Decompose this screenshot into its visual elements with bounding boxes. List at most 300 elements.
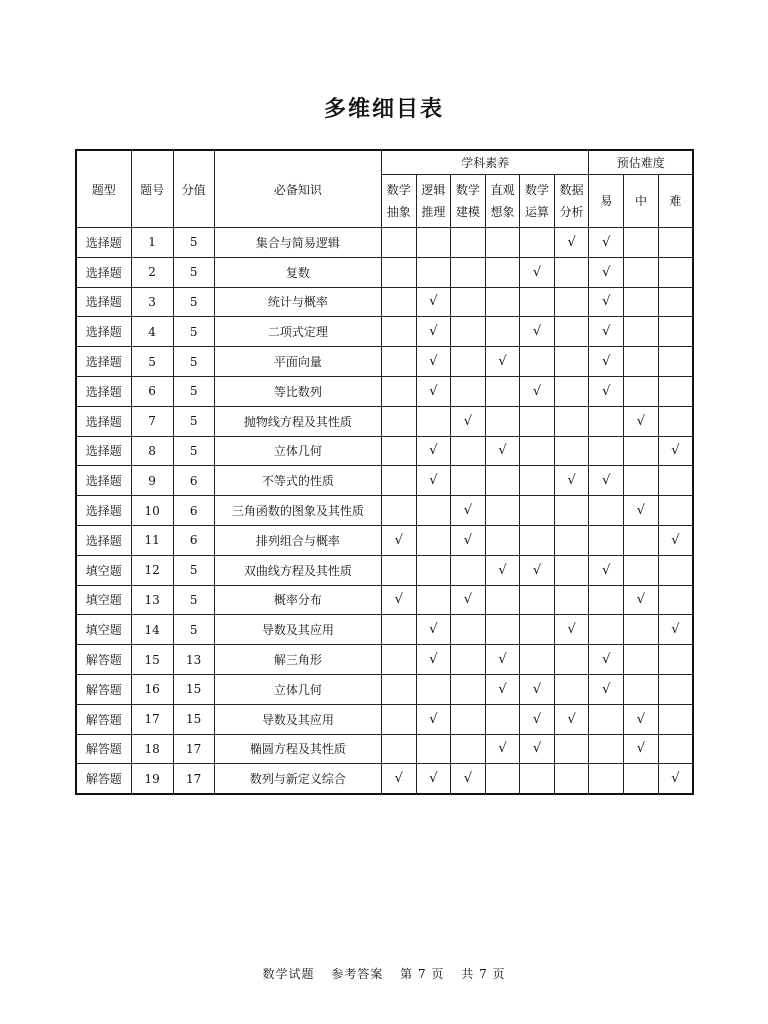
cell-literacy-2 xyxy=(451,525,486,555)
header-difficulty-1: 中 xyxy=(624,175,659,228)
cell-literacy-5 xyxy=(554,466,589,496)
check-mark: √ xyxy=(394,771,403,787)
cell-literacy-4 xyxy=(520,376,555,406)
cell-knowledge: 复数 xyxy=(214,257,381,287)
check-mark: √ xyxy=(567,234,576,250)
cell-type: 解答题 xyxy=(76,734,131,764)
table-row xyxy=(76,466,693,496)
table-row xyxy=(76,317,693,347)
cell-literacy-0 xyxy=(382,704,417,734)
cell-knowledge: 导数及其应用 xyxy=(214,704,381,734)
cell-literacy-0 xyxy=(382,496,417,526)
cell-literacy-5 xyxy=(554,347,589,377)
cell-difficulty-2 xyxy=(658,525,693,555)
page-title: 多维细目表 xyxy=(323,97,444,122)
header-literacy-3 xyxy=(485,175,520,228)
cell-number: 6 xyxy=(131,376,173,406)
cell-literacy-4 xyxy=(520,436,555,466)
check-mark: √ xyxy=(602,652,611,668)
cell-type: 解答题 xyxy=(76,674,131,704)
cell-score: 5 xyxy=(173,317,214,347)
cell-literacy-2 xyxy=(451,436,486,466)
cell-difficulty-0 xyxy=(589,436,624,466)
table-row xyxy=(76,674,693,704)
cell-literacy-2 xyxy=(451,674,486,704)
cell-literacy-1 xyxy=(416,645,451,675)
cell-score: 5 xyxy=(173,555,214,585)
table-row xyxy=(76,555,693,585)
check-mark: √ xyxy=(671,622,680,638)
cell-type: 选择题 xyxy=(76,228,131,258)
cell-score: 5 xyxy=(173,347,214,377)
check-mark: √ xyxy=(636,503,646,519)
cell-number: 13 xyxy=(131,585,173,615)
cell-literacy-3 xyxy=(485,287,520,317)
header-literacy-4 xyxy=(520,175,555,228)
cell-literacy-0 xyxy=(382,525,417,555)
cell-literacy-5 xyxy=(554,615,589,645)
cell-literacy-3 xyxy=(485,228,520,258)
header-difficulty-2: 难 xyxy=(658,175,693,228)
check-mark: √ xyxy=(567,622,576,638)
cell-literacy-0 xyxy=(382,347,417,377)
cell-score: 6 xyxy=(173,466,214,496)
cell-literacy-1 xyxy=(416,376,451,406)
cell-type: 选择题 xyxy=(76,287,131,317)
cell-literacy-2 xyxy=(451,257,486,287)
cell-difficulty-2 xyxy=(658,317,693,347)
header-literacy-2 xyxy=(451,175,486,228)
cell-literacy-5 xyxy=(554,764,589,794)
table-row xyxy=(76,496,693,526)
cell-literacy-3 xyxy=(485,615,520,645)
check-mark: √ xyxy=(463,592,473,608)
cell-difficulty-1 xyxy=(624,317,659,347)
cell-number: 10 xyxy=(131,496,173,526)
cell-difficulty-0 xyxy=(589,615,624,645)
cell-difficulty-0 xyxy=(589,347,624,377)
cell-difficulty-0 xyxy=(589,496,624,526)
check-mark: √ xyxy=(602,324,611,340)
check-mark: √ xyxy=(498,562,507,578)
cell-type: 选择题 xyxy=(76,257,131,287)
table-row xyxy=(76,615,693,645)
cell-score: 15 xyxy=(173,674,214,704)
cell-literacy-5 xyxy=(554,376,589,406)
page-footer xyxy=(0,965,768,982)
cell-difficulty-1 xyxy=(624,764,659,794)
cell-difficulty-2 xyxy=(658,704,693,734)
cell-literacy-3 xyxy=(485,704,520,734)
cell-difficulty-1 xyxy=(624,674,659,704)
header-literacy-5 xyxy=(554,175,589,228)
header-literacy-line: 数学 xyxy=(525,183,550,197)
cell-difficulty-2 xyxy=(658,555,693,585)
cell-difficulty-2 xyxy=(658,734,693,764)
check-mark: √ xyxy=(532,741,542,757)
cell-literacy-0 xyxy=(382,287,417,317)
cell-number: 8 xyxy=(131,436,173,466)
cell-literacy-1 xyxy=(416,764,451,794)
header-literacy-line: 数学 xyxy=(455,183,480,197)
cell-literacy-0 xyxy=(382,645,417,675)
cell-literacy-2 xyxy=(451,764,486,794)
check-mark: √ xyxy=(602,562,611,578)
cell-knowledge: 立体几何 xyxy=(214,436,381,466)
cell-difficulty-2 xyxy=(658,376,693,406)
cell-literacy-1 xyxy=(416,466,451,496)
check-mark: √ xyxy=(498,681,507,697)
check-mark: √ xyxy=(498,741,507,757)
cell-number: 5 xyxy=(131,347,173,377)
cell-difficulty-1 xyxy=(624,287,659,317)
cell-difficulty-2 xyxy=(658,674,693,704)
cell-literacy-4 xyxy=(520,317,555,347)
cell-difficulty-0 xyxy=(589,287,624,317)
cell-difficulty-2 xyxy=(658,436,693,466)
cell-difficulty-1 xyxy=(624,525,659,555)
cell-literacy-5 xyxy=(554,436,589,466)
cell-literacy-1 xyxy=(416,496,451,526)
cell-literacy-3 xyxy=(485,376,520,406)
header-difficulty-0: 易 xyxy=(589,175,624,228)
cell-literacy-4 xyxy=(520,347,555,377)
cell-type: 选择题 xyxy=(76,525,131,555)
cell-literacy-0 xyxy=(382,764,417,794)
cell-type: 选择题 xyxy=(76,376,131,406)
check-mark: √ xyxy=(671,532,680,548)
cell-literacy-4 xyxy=(520,525,555,555)
cell-difficulty-0 xyxy=(589,585,624,615)
cell-literacy-3 xyxy=(485,525,520,555)
check-mark: √ xyxy=(429,324,438,340)
check-mark: √ xyxy=(498,443,507,459)
cell-score: 5 xyxy=(173,615,214,645)
check-mark: √ xyxy=(602,294,611,310)
check-mark: √ xyxy=(463,532,473,548)
cell-number: 14 xyxy=(131,615,173,645)
cell-knowledge: 概率分布 xyxy=(214,585,381,615)
cell-type: 解答题 xyxy=(76,704,131,734)
cell-literacy-4 xyxy=(520,257,555,287)
header-difficulty-group: 预估难度 xyxy=(589,150,693,175)
check-mark: √ xyxy=(602,473,611,489)
table-row xyxy=(76,257,693,287)
check-mark: √ xyxy=(394,592,403,608)
check-mark: √ xyxy=(429,354,438,370)
cell-score: 5 xyxy=(173,406,214,436)
cell-literacy-4 xyxy=(520,228,555,258)
cell-knowledge: 抛物线方程及其性质 xyxy=(214,406,381,436)
check-mark: √ xyxy=(532,711,542,727)
cell-knowledge: 导数及其应用 xyxy=(214,615,381,645)
cell-number: 12 xyxy=(131,555,173,585)
specification-table xyxy=(75,149,694,795)
cell-literacy-1 xyxy=(416,555,451,585)
check-mark: √ xyxy=(602,681,611,697)
cell-literacy-2 xyxy=(451,466,486,496)
check-mark: √ xyxy=(567,473,576,489)
cell-difficulty-2 xyxy=(658,347,693,377)
header-literacy-1 xyxy=(416,175,451,228)
cell-literacy-4 xyxy=(520,496,555,526)
cell-literacy-5 xyxy=(554,704,589,734)
check-mark: √ xyxy=(429,473,438,489)
cell-type: 选择题 xyxy=(76,436,131,466)
table-row xyxy=(76,734,693,764)
cell-literacy-0 xyxy=(382,436,417,466)
cell-knowledge: 三角函数的图象及其性质 xyxy=(214,496,381,526)
cell-difficulty-1 xyxy=(624,376,659,406)
check-mark: √ xyxy=(636,741,646,757)
cell-score: 5 xyxy=(173,228,214,258)
cell-type: 填空题 xyxy=(76,615,131,645)
cell-literacy-3 xyxy=(485,347,520,377)
cell-literacy-5 xyxy=(554,228,589,258)
cell-number: 16 xyxy=(131,674,173,704)
cell-difficulty-2 xyxy=(658,287,693,317)
header-literacy-line: 抽象 xyxy=(386,205,411,219)
header-literacy-line: 数据 xyxy=(559,183,584,197)
cell-literacy-0 xyxy=(382,555,417,585)
header-literacy-line: 运算 xyxy=(525,205,550,219)
check-mark: √ xyxy=(532,383,542,399)
header-literacy-0 xyxy=(382,175,417,228)
cell-knowledge: 解三角形 xyxy=(214,645,381,675)
check-mark: √ xyxy=(671,443,680,459)
cell-literacy-5 xyxy=(554,525,589,555)
cell-difficulty-0 xyxy=(589,257,624,287)
cell-difficulty-1 xyxy=(624,555,659,585)
check-mark: √ xyxy=(671,771,680,787)
cell-score: 6 xyxy=(173,525,214,555)
cell-type: 选择题 xyxy=(76,347,131,377)
cell-literacy-3 xyxy=(485,496,520,526)
table-row xyxy=(76,228,693,258)
cell-literacy-1 xyxy=(416,734,451,764)
cell-literacy-3 xyxy=(485,466,520,496)
cell-literacy-5 xyxy=(554,496,589,526)
cell-difficulty-1 xyxy=(624,466,659,496)
table-row xyxy=(76,525,693,555)
footer-total: 共 7 页 xyxy=(461,967,506,981)
cell-difficulty-1 xyxy=(624,704,659,734)
cell-difficulty-2 xyxy=(658,645,693,675)
cell-literacy-2 xyxy=(451,317,486,347)
cell-knowledge: 数列与新定义综合 xyxy=(214,764,381,794)
cell-literacy-0 xyxy=(382,585,417,615)
footer-doc: 参考答案 xyxy=(331,967,384,981)
cell-number: 1 xyxy=(131,228,173,258)
cell-number: 2 xyxy=(131,257,173,287)
cell-literacy-5 xyxy=(554,585,589,615)
cell-literacy-0 xyxy=(382,734,417,764)
cell-type: 填空题 xyxy=(76,585,131,615)
check-mark: √ xyxy=(429,652,438,668)
check-mark: √ xyxy=(532,264,542,280)
cell-literacy-3 xyxy=(485,585,520,615)
cell-literacy-4 xyxy=(520,704,555,734)
check-mark: √ xyxy=(498,652,507,668)
cell-literacy-3 xyxy=(485,436,520,466)
cell-literacy-1 xyxy=(416,347,451,377)
cell-difficulty-1 xyxy=(624,347,659,377)
header-number: 题号 xyxy=(131,150,173,228)
cell-literacy-2 xyxy=(451,496,486,526)
check-mark: √ xyxy=(463,503,473,519)
check-mark: √ xyxy=(429,443,438,459)
header-literacy-line: 数学 xyxy=(386,183,411,197)
cell-score: 5 xyxy=(173,287,214,317)
cell-literacy-2 xyxy=(451,347,486,377)
check-mark: √ xyxy=(636,592,646,608)
cell-literacy-1 xyxy=(416,525,451,555)
check-mark: √ xyxy=(429,771,438,787)
cell-literacy-1 xyxy=(416,317,451,347)
cell-literacy-4 xyxy=(520,674,555,704)
cell-score: 15 xyxy=(173,704,214,734)
cell-literacy-3 xyxy=(485,734,520,764)
cell-knowledge: 集合与简易逻辑 xyxy=(214,228,381,258)
cell-literacy-0 xyxy=(382,228,417,258)
header-literacy-line: 直观 xyxy=(490,183,515,197)
cell-difficulty-1 xyxy=(624,734,659,764)
cell-score: 17 xyxy=(173,764,214,794)
cell-literacy-1 xyxy=(416,257,451,287)
cell-literacy-2 xyxy=(451,615,486,645)
cell-literacy-4 xyxy=(520,585,555,615)
cell-literacy-1 xyxy=(416,674,451,704)
check-mark: √ xyxy=(429,294,438,310)
cell-difficulty-0 xyxy=(589,317,624,347)
cell-difficulty-0 xyxy=(589,376,624,406)
cell-type: 填空题 xyxy=(76,555,131,585)
check-mark: √ xyxy=(532,681,542,697)
check-mark: √ xyxy=(567,711,576,727)
cell-literacy-5 xyxy=(554,406,589,436)
cell-knowledge: 二项式定理 xyxy=(214,317,381,347)
cell-difficulty-2 xyxy=(658,406,693,436)
cell-knowledge: 双曲线方程及其性质 xyxy=(214,555,381,585)
cell-literacy-0 xyxy=(382,615,417,645)
cell-difficulty-0 xyxy=(589,466,624,496)
cell-difficulty-0 xyxy=(589,734,624,764)
cell-literacy-5 xyxy=(554,317,589,347)
table-row xyxy=(76,436,693,466)
cell-literacy-2 xyxy=(451,704,486,734)
cell-type: 解答题 xyxy=(76,764,131,794)
cell-number: 15 xyxy=(131,645,173,675)
cell-difficulty-1 xyxy=(624,585,659,615)
cell-difficulty-2 xyxy=(658,257,693,287)
cell-difficulty-1 xyxy=(624,228,659,258)
cell-difficulty-0 xyxy=(589,406,624,436)
table-row xyxy=(76,704,693,734)
cell-literacy-4 xyxy=(520,615,555,645)
header-literacy-line: 建模 xyxy=(455,205,480,219)
cell-literacy-3 xyxy=(485,257,520,287)
cell-literacy-4 xyxy=(520,764,555,794)
header-knowledge: 必备知识 xyxy=(214,150,381,228)
cell-type: 解答题 xyxy=(76,645,131,675)
check-mark: √ xyxy=(394,532,403,548)
cell-difficulty-0 xyxy=(589,704,624,734)
cell-literacy-2 xyxy=(451,734,486,764)
cell-literacy-4 xyxy=(520,645,555,675)
cell-difficulty-2 xyxy=(658,585,693,615)
cell-score: 17 xyxy=(173,734,214,764)
cell-literacy-1 xyxy=(416,615,451,645)
cell-literacy-5 xyxy=(554,734,589,764)
cell-literacy-5 xyxy=(554,645,589,675)
cell-number: 17 xyxy=(131,704,173,734)
cell-difficulty-2 xyxy=(658,764,693,794)
cell-difficulty-0 xyxy=(589,764,624,794)
cell-difficulty-2 xyxy=(658,615,693,645)
footer-page: 第 7 页 xyxy=(400,967,445,981)
check-mark: √ xyxy=(636,711,646,727)
cell-literacy-1 xyxy=(416,287,451,317)
cell-literacy-3 xyxy=(485,645,520,675)
cell-difficulty-1 xyxy=(624,496,659,526)
check-mark: √ xyxy=(602,234,611,250)
cell-literacy-5 xyxy=(554,674,589,704)
table-row xyxy=(76,585,693,615)
cell-difficulty-0 xyxy=(589,674,624,704)
cell-literacy-0 xyxy=(382,317,417,347)
cell-difficulty-0 xyxy=(589,555,624,585)
table-row xyxy=(76,376,693,406)
cell-knowledge: 排列组合与概率 xyxy=(214,525,381,555)
header-literacy-line: 推理 xyxy=(421,205,446,219)
table-row xyxy=(76,645,693,675)
cell-literacy-1 xyxy=(416,704,451,734)
cell-difficulty-0 xyxy=(589,228,624,258)
cell-literacy-0 xyxy=(382,376,417,406)
cell-literacy-1 xyxy=(416,436,451,466)
header-type: 题型 xyxy=(76,150,131,228)
cell-number: 4 xyxy=(131,317,173,347)
cell-literacy-5 xyxy=(554,287,589,317)
check-mark: √ xyxy=(602,354,611,370)
cell-difficulty-1 xyxy=(624,436,659,466)
cell-literacy-2 xyxy=(451,555,486,585)
cell-literacy-3 xyxy=(485,764,520,794)
table-row xyxy=(76,347,693,377)
cell-type: 选择题 xyxy=(76,317,131,347)
cell-literacy-4 xyxy=(520,287,555,317)
cell-literacy-0 xyxy=(382,466,417,496)
check-mark: √ xyxy=(429,383,438,399)
cell-difficulty-2 xyxy=(658,228,693,258)
check-mark: √ xyxy=(602,264,611,280)
check-mark: √ xyxy=(429,622,438,638)
cell-difficulty-2 xyxy=(658,496,693,526)
check-mark: √ xyxy=(463,771,473,787)
header-literacy-line: 逻辑 xyxy=(421,183,446,197)
cell-literacy-1 xyxy=(416,585,451,615)
cell-literacy-4 xyxy=(520,734,555,764)
check-mark: √ xyxy=(602,383,611,399)
check-mark: √ xyxy=(429,711,438,727)
cell-literacy-0 xyxy=(382,406,417,436)
cell-literacy-2 xyxy=(451,406,486,436)
cell-literacy-5 xyxy=(554,555,589,585)
cell-score: 13 xyxy=(173,645,214,675)
cell-literacy-0 xyxy=(382,674,417,704)
check-mark: √ xyxy=(532,324,542,340)
table-row xyxy=(76,287,693,317)
